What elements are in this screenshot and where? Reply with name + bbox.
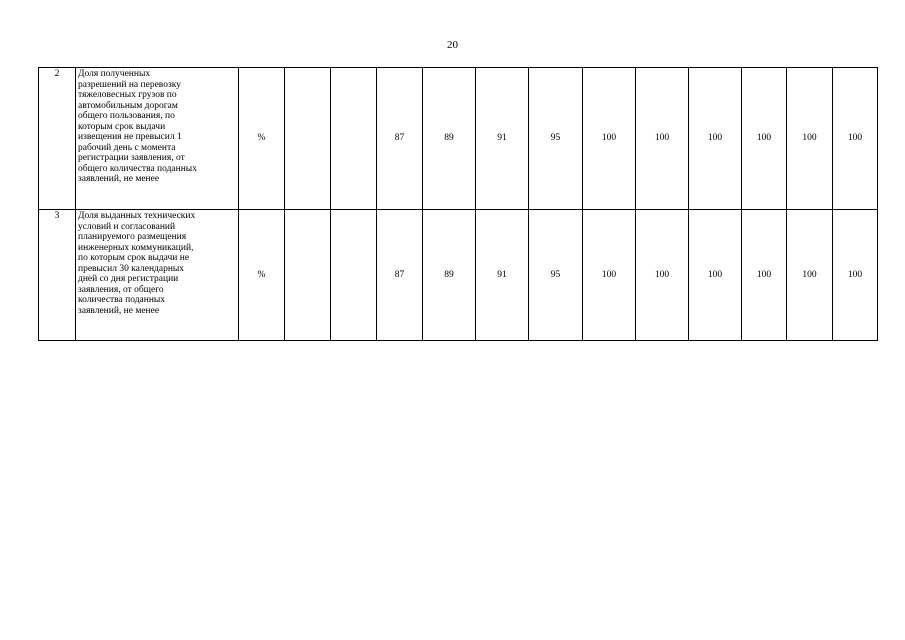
row-number: 3 xyxy=(39,210,76,341)
indicators-table xyxy=(38,67,878,341)
value-cell: 100 xyxy=(636,210,689,341)
value-cell: 91 xyxy=(476,210,529,341)
unit-cell: % xyxy=(239,68,285,210)
value-cell: 100 xyxy=(583,68,636,210)
empty-cell xyxy=(285,68,331,210)
value-cell: 100 xyxy=(742,210,787,341)
unit-cell: % xyxy=(239,210,285,341)
page-number: 20 xyxy=(447,39,458,51)
table-row xyxy=(39,68,878,210)
indicator-name: Доля выданных технических условий и согласований планируемого размещения инженерных коммуникаций, по которым срок выдачи не превысил 30 календарных дней со дня регистрации заявления, от общего количества поданных заявлений, не менее xyxy=(76,210,239,341)
value-cell: 91 xyxy=(476,68,529,210)
value-cell: 100 xyxy=(833,68,878,210)
value-cell: 100 xyxy=(689,210,742,341)
value-cell: 87 xyxy=(377,210,423,341)
indicator-name: Доля полученных разрешений на перевозку тяжеловесных грузов по автомобильным дорогам общего пользования, по которым срок выдачи извещения не превысил 1 рабочий день с момента регистрации заявления, от общего количества поданных заявлений, не менее xyxy=(76,68,239,210)
row-number: 2 xyxy=(39,68,76,210)
value-cell: 87 xyxy=(377,68,423,210)
value-cell: 100 xyxy=(787,210,833,341)
value-cell: 100 xyxy=(689,68,742,210)
value-cell: 100 xyxy=(636,68,689,210)
value-cell: 100 xyxy=(833,210,878,341)
value-cell: 100 xyxy=(787,68,833,210)
value-cell: 89 xyxy=(423,68,476,210)
empty-cell xyxy=(285,210,331,341)
value-cell: 89 xyxy=(423,210,476,341)
value-cell: 95 xyxy=(529,68,583,210)
value-cell: 100 xyxy=(742,68,787,210)
table-row xyxy=(39,210,878,341)
empty-cell xyxy=(331,210,377,341)
value-cell: 95 xyxy=(529,210,583,341)
empty-cell xyxy=(331,68,377,210)
value-cell: 100 xyxy=(583,210,636,341)
